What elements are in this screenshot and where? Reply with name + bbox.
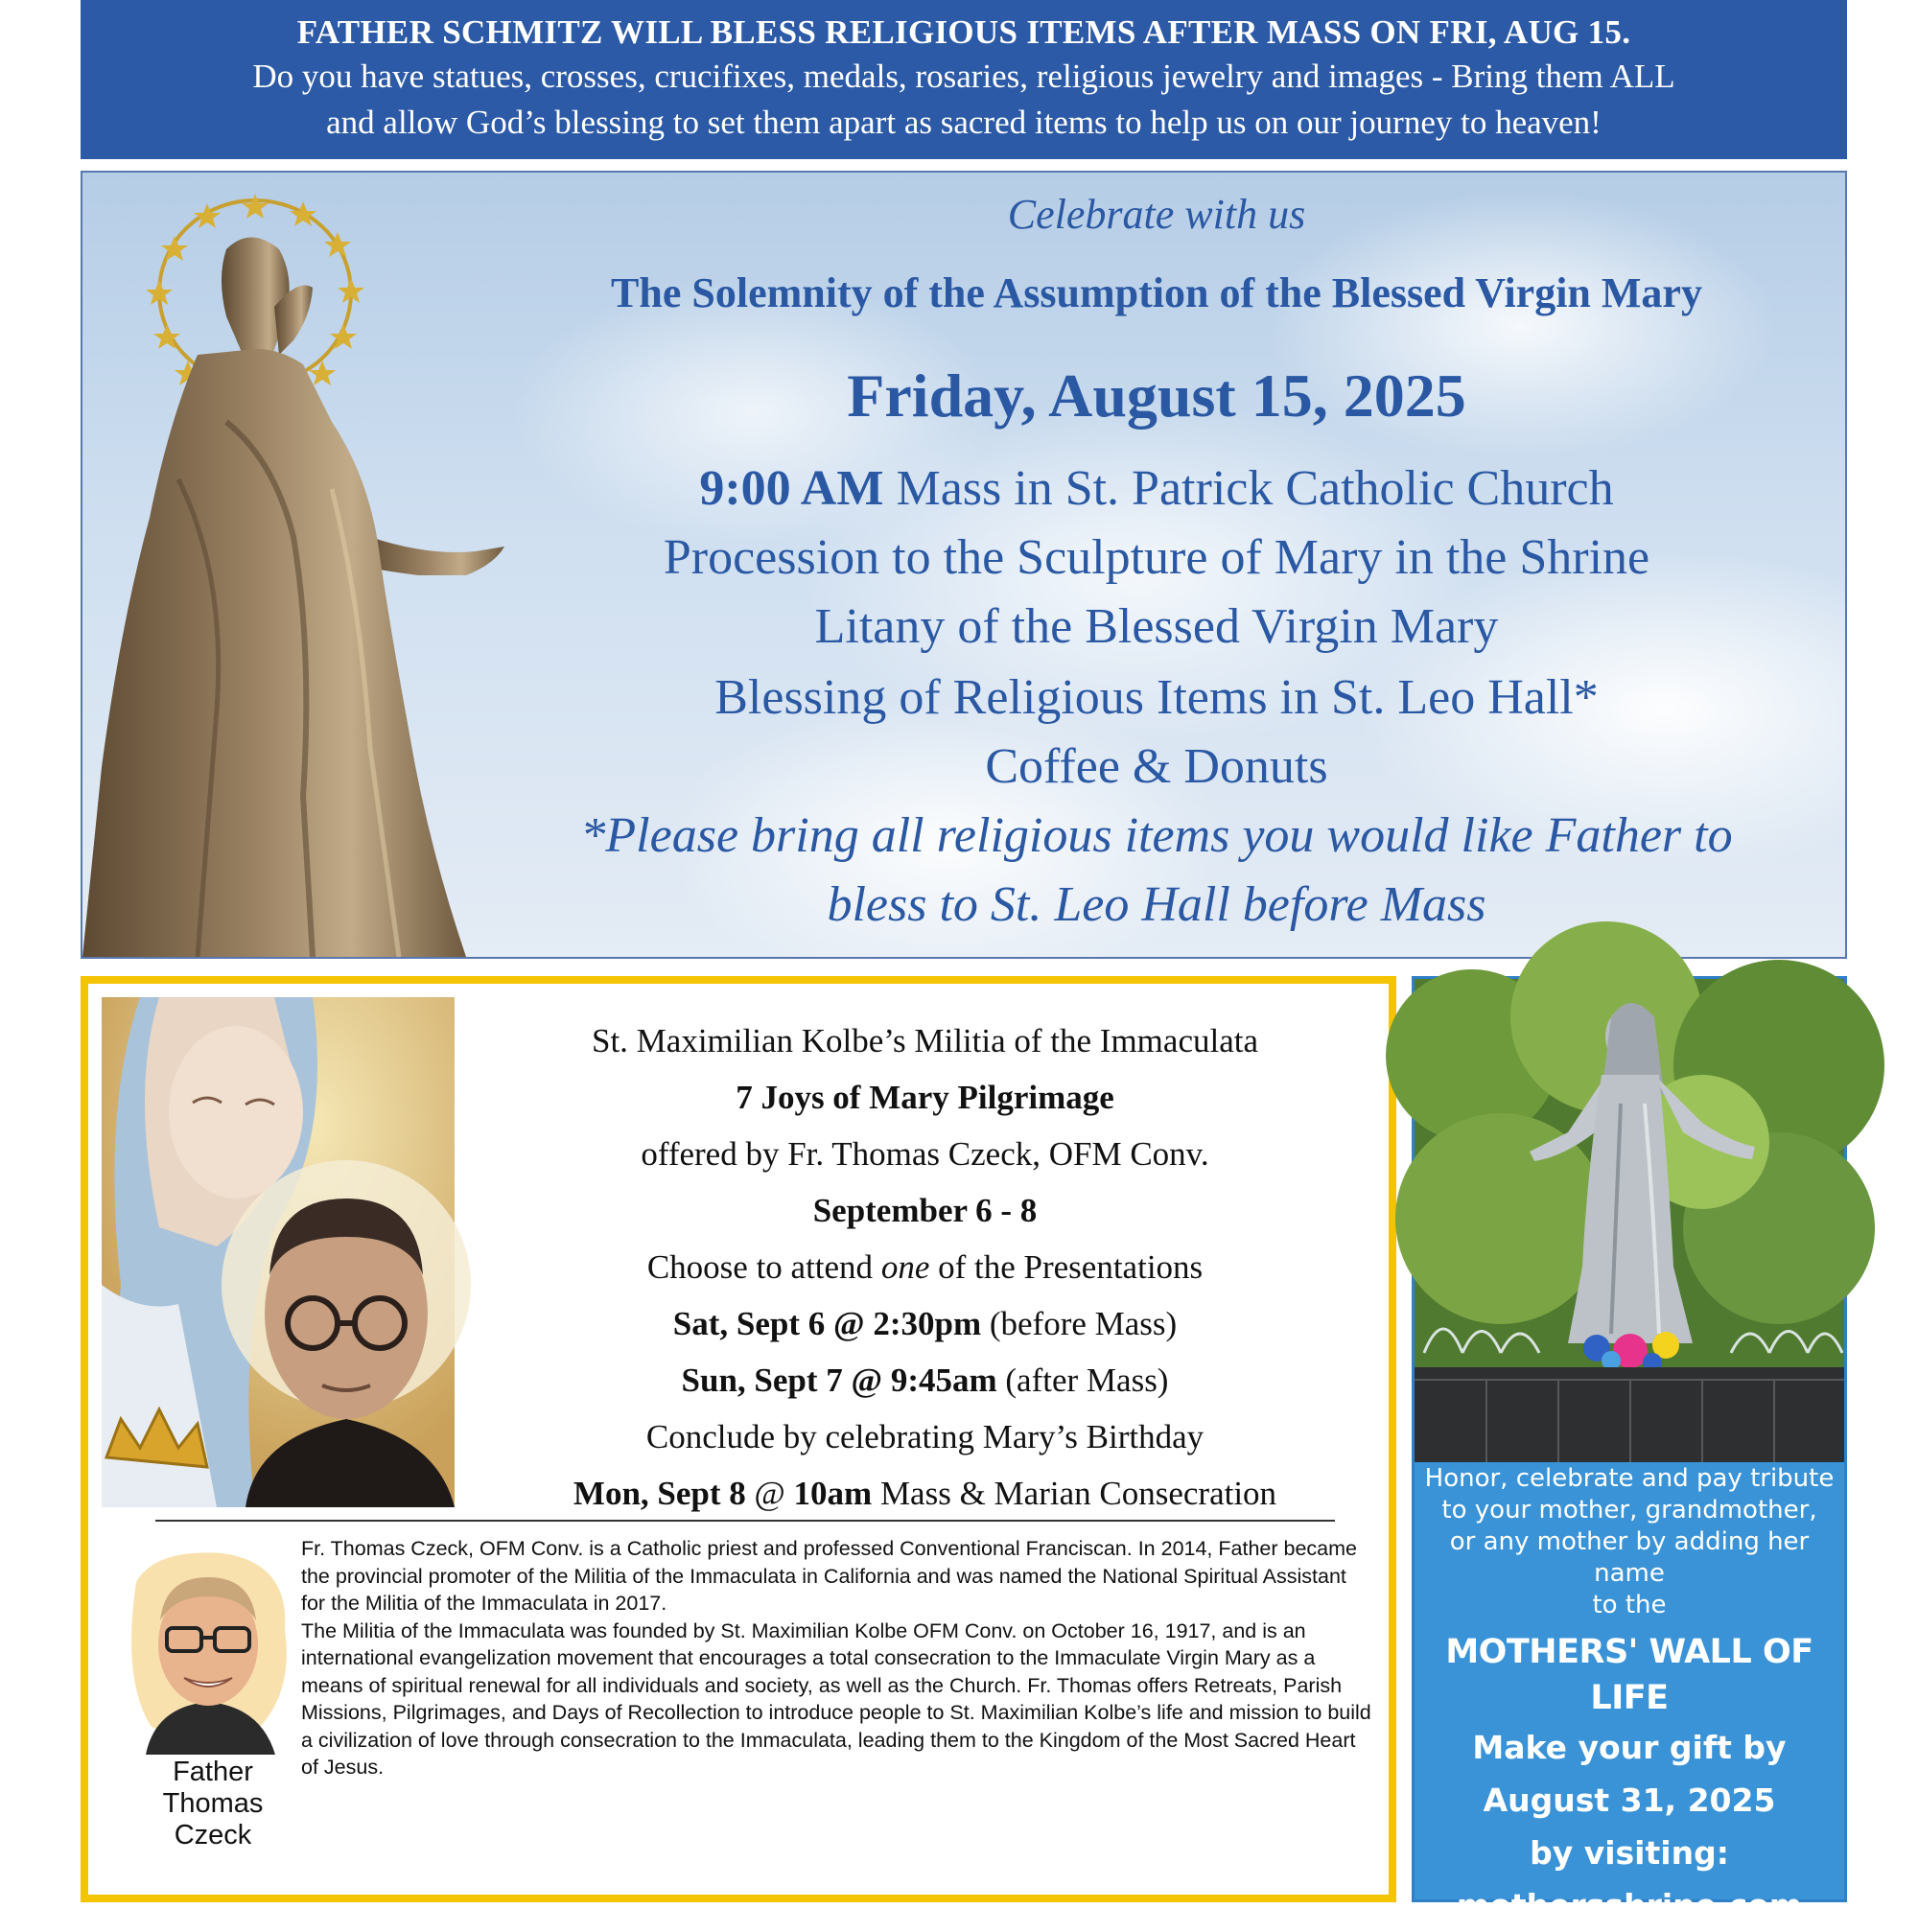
caption-line-1: Father [173, 1757, 253, 1787]
choose-text-b: of the Presentations [929, 1248, 1204, 1286]
note-line-2: bless to St. Leo Hall before Mass [827, 877, 1486, 932]
father-thomas-bio [301, 1535, 1375, 1781]
father-thomas-portrait [117, 1544, 299, 1755]
sunday-note: (after Mass) [996, 1362, 1169, 1399]
saturday-time: Sat, Sept 6 @ 2:30pm [672, 1305, 982, 1342]
gift-line-3: by visiting: [1530, 1834, 1729, 1872]
monday-date: Mon, Sept 8 [573, 1475, 746, 1512]
mary-and-kolbe-image [102, 997, 455, 1507]
bio-paragraph-1: Fr. Thomas Czeck, OFM Conv. is a Catholic priest and professed Conventional Franciscan. In 2014, Father became the provincial promoter of the Militia of the Immaculata in California and was named the National Spiritual Assistant for the Militia of the Immaculata in 2017. [301, 1537, 1357, 1615]
honor-line-2: to your mother, grandmother, [1441, 1496, 1817, 1525]
mass-line [466, 460, 1847, 517]
kolbe-pilgrimage-box [81, 976, 1396, 1902]
procession-line: Procession to the Sculpture of Mary in the Shrine [663, 530, 1650, 585]
conclude-line: Conclude by celebrating Mary’s Birthday [645, 1418, 1205, 1455]
celebrate-line: Celebrate with us [1007, 191, 1306, 238]
event-date: Friday, August 15, 2025 [847, 361, 1466, 430]
sunday-session [467, 1352, 1383, 1408]
caption-line-2: Thomas [162, 1788, 264, 1819]
gift-line-2: August 31, 2025 [1483, 1781, 1776, 1819]
pilgrimage-details [467, 1013, 1383, 1522]
mothers-wall-heading: MOTHERS' WALL OF LIFE [1445, 1633, 1813, 1717]
banner-line-2: and allow God’s blessing to set them apart as sacred items to help us on our journey to heaven! [326, 104, 1602, 141]
mass-location: Mass in St. Patrick Catholic Church [883, 461, 1614, 516]
assumption-panel [81, 171, 1847, 959]
monday-session [467, 1465, 1383, 1522]
pilgrimage-dates-text: September 6 - 8 [812, 1192, 1038, 1229]
coffee-line: Coffee & Donuts [985, 739, 1328, 794]
militia-line: St. Maximilian Kolbe’s Militia of the Immaculata [591, 1022, 1258, 1059]
honor-line-3: or any mother by adding her name [1449, 1527, 1810, 1588]
blessing-line: Blessing of Religious Items in St. Leo Hall* [714, 670, 1599, 725]
top-banner [81, 0, 1847, 159]
mass-time: 9:00 AM [699, 461, 884, 516]
solemnity-title: The Solemnity of the Assumption of the Blessed Virgin Mary [611, 269, 1702, 316]
litany-line: Litany of the Blessed Virgin Mary [814, 599, 1499, 654]
caption-line-3: Czeck [174, 1820, 252, 1851]
pilgrimage-dates [467, 1182, 1383, 1239]
mothers-shrine-statue-image [1415, 979, 1844, 1462]
offered-line: offered by Fr. Thomas Czeck, OFM Conv. [641, 1135, 1209, 1173]
divider [155, 1520, 1335, 1522]
gift-line-1: Make your gift by [1472, 1729, 1787, 1766]
honor-line-1: Honor, celebrate and pay tribute [1424, 1464, 1835, 1493]
choose-line [467, 1239, 1383, 1295]
pilgrimage-title-text: 7 Joys of Mary Pilgrimage [736, 1079, 1114, 1116]
saturday-note: (before Mass) [981, 1305, 1178, 1342]
mothers-wall-text [1415, 1463, 1844, 1932]
honor-line-4: to the [1592, 1591, 1667, 1619]
website-link[interactable]: mothersshrine.com [1456, 1887, 1803, 1924]
banner-title: FATHER SCHMITZ WILL BLESS RELIGIOUS ITEMS AFTER MASS ON FRI, AUG 15. [296, 13, 1631, 51]
mothers-wall-box [1412, 976, 1847, 1924]
bio-paragraph-2: The Militia of the Immaculata was founded by St. Maximilian Kolbe OFM Conv. on October 16, 1917, and is an international evangelization movement that encourages a total consecration to the Immaculate Virgin Mary as a means of spiritual renewal for all individuals and society, as well as the Church. Fr. Thomas offers Retreats, Parish Missions, Pilgrimages, and Days of Recollection to introduce people to St. Maximilian Kolbe’s life and mission to build a civilization of love through consecration to the Immaculata, leading them to the Kingdom of the Most Sacred Heart of Jesus. [301, 1618, 1371, 1779]
choose-text-em: one [880, 1248, 930, 1286]
saturday-session [467, 1295, 1383, 1352]
monday-note: Mass & Marian Consecration [872, 1475, 1277, 1512]
banner-line-1: Do you have statues, crosses, crucifixes, medals, rosaries, religious jewelry and images - Bring them ALL [252, 58, 1675, 95]
monday-time: 10am [793, 1475, 873, 1512]
pilgrimage-title [467, 1069, 1383, 1126]
father-thomas-caption [131, 1757, 294, 1851]
note-line-1: *Please bring all religious items you would like Father to [580, 808, 1733, 863]
choose-text-a: Choose to attend [646, 1248, 881, 1286]
sunday-time: Sun, Sept 7 @ 9:45am [681, 1362, 997, 1399]
monday-at: @ [745, 1475, 794, 1512]
mary-statue-image [82, 173, 524, 957]
